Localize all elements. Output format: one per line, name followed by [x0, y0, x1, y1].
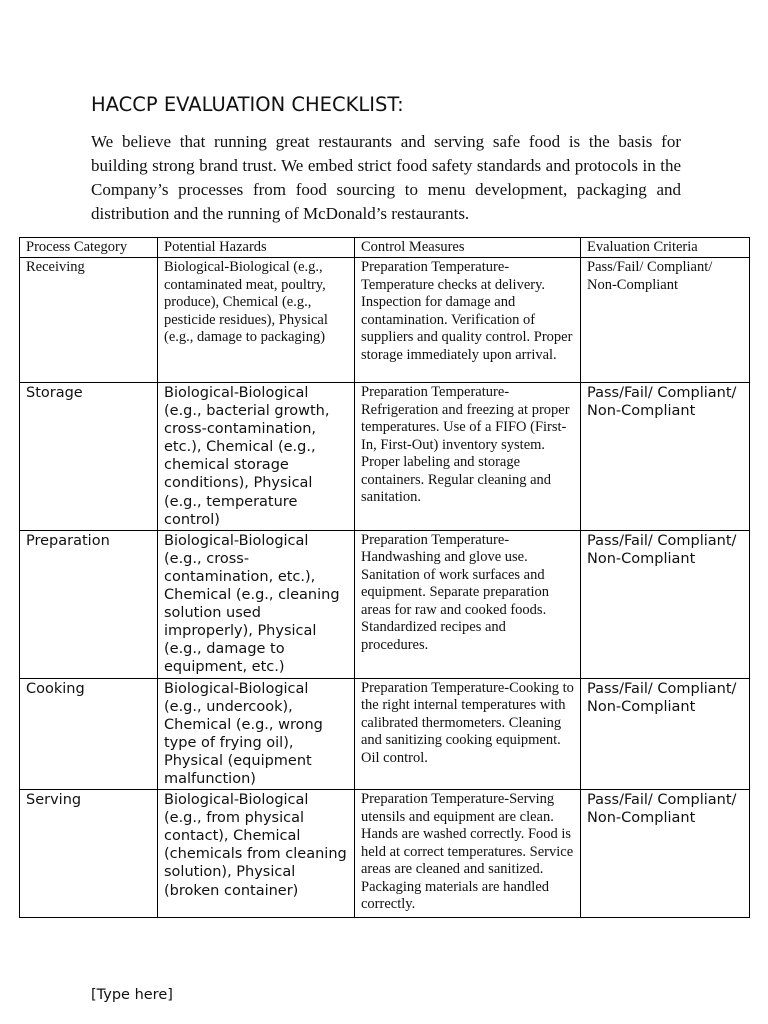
- table-row: [20, 678, 750, 790]
- intro-paragraph: We believe that running great restaurants and serving safe food is the basis for building strong brand trust. We embed strict food safety standards and protocols in the Company’s processes from food sourcing to menu development, packaging and distribution and the running of McDonald’s restaurants.: [91, 132, 681, 223]
- table-row: [20, 383, 750, 531]
- controls-cell: Preparation Temperature-Cooking to the right internal temperatures with calibrated thermometers. Cleaning and sanitizing cooking equipment. Oil control.: [355, 678, 581, 790]
- hazards-cell: Biological-Biological (e.g., undercook), Chemical (e.g., wrong type of frying oil), Physical (equipment malfunction): [158, 678, 355, 790]
- criteria-cell: Pass/Fail/ Compliant/ Non-Compliant: [581, 383, 750, 531]
- category-cell: Cooking: [20, 678, 158, 790]
- criteria-cell: Pass/Fail/ Compliant/ Non-Compliant: [581, 678, 750, 790]
- criteria-cell: Pass/Fail/ Compliant/ Non-Compliant: [581, 258, 750, 383]
- criteria-cell: Pass/Fail/ Compliant/ Non-Compliant: [581, 790, 750, 918]
- table-row: [20, 530, 750, 678]
- controls-cell: Preparation Temperature-Serving utensils and equipment are clean. Hands are washed correctly. Food is held at correct temperatures. Service areas are cleaned and sanitized. Packaging materials are handled correctly.: [355, 790, 581, 918]
- header-process-category: Process Category: [20, 238, 158, 258]
- hazards-cell: Biological-Biological (e.g., from physical contact), Chemical (chemicals from cleaning solution), Physical (broken container): [158, 790, 355, 918]
- category-cell: Receiving: [20, 258, 158, 383]
- hazards-cell: Biological-Biological (e.g., bacterial growth, cross-contamination, etc.), Chemical (e.g., chemical storage conditions), Physical (e.g., temperature control): [158, 383, 355, 531]
- table-row: [20, 258, 750, 383]
- controls-cell: Preparation Temperature-Handwashing and glove use. Sanitation of work surfaces and equipment. Separate preparation areas for raw and cooked foods. Standardized recipes and procedures.: [355, 530, 581, 678]
- category-cell: Serving: [20, 790, 158, 918]
- controls-cell: Preparation Temperature-Temperature checks at delivery. Inspection for damage and contamination. Verification of suppliers and quality control. Proper storage immediately upon arrival.: [355, 258, 581, 383]
- footer-placeholder[interactable]: [Type here]: [91, 987, 173, 1003]
- controls-cell: Preparation Temperature-Refrigeration and freezing at proper temperatures. Use of a FIFO (First-In, First-Out) inventory system. Proper labeling and storage containers. Regular cleaning and sanitation.: [355, 383, 581, 531]
- hazards-cell: Biological-Biological (e.g., contaminated meat, poultry, produce), Chemical (e.g., pesticide residues), Physical (e.g., damage to packaging): [158, 258, 355, 383]
- table-row: [20, 790, 750, 918]
- header-potential-hazards: Potential Hazards: [158, 238, 355, 258]
- haccp-table: [19, 237, 750, 918]
- page-title: HACCP EVALUATION CHECKLIST:: [91, 93, 404, 116]
- header-evaluation-criteria: Evaluation Criteria: [581, 238, 750, 258]
- header-control-measures: Control Measures: [355, 238, 581, 258]
- table-header-row: [20, 238, 750, 258]
- criteria-cell: Pass/Fail/ Compliant/ Non-Compliant: [581, 530, 750, 678]
- category-cell: Preparation: [20, 530, 158, 678]
- category-cell: Storage: [20, 383, 158, 531]
- hazards-cell: Biological-Biological (e.g., cross-contamination, etc.), Chemical (e.g., cleaning solution used improperly), Physical (e.g., damage to equipment, etc.): [158, 530, 355, 678]
